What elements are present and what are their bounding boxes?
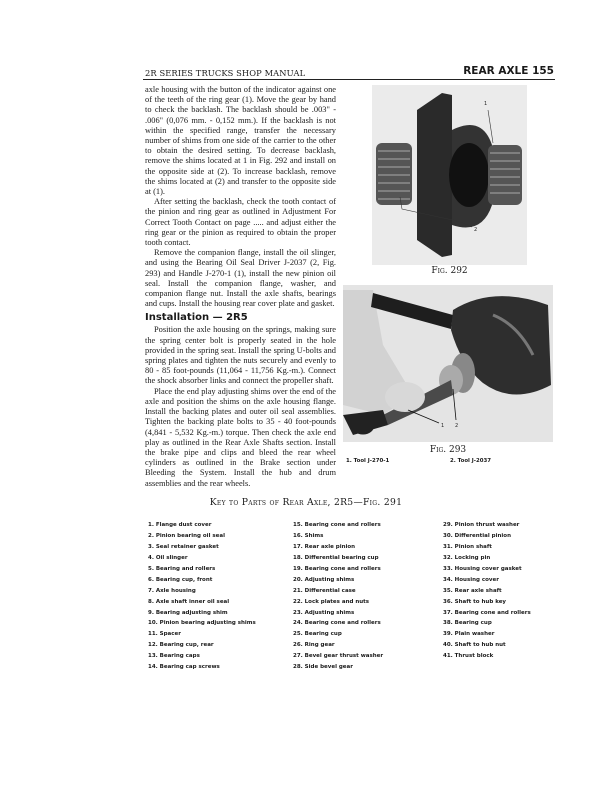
header-rule xyxy=(143,79,555,80)
parts-key-item: 3. Seal retainer gasket xyxy=(148,543,219,550)
parts-key-item: 39. Plain washer xyxy=(443,631,495,638)
paragraph: Place the end play adjusting shims over the end of the axle and position the shims on the axle housing flange. Install the backing plates and outer oil seal assemblies. Tighten the backing plate bolts to 35 - 40 foot-pounds (4,841 - 5,532 Kg.-m.) torque. Then check the axle end play as outlined in the Rear Axle Shafts section. Install the brake pipe and clips and bleed the rear wheel cylinders as outlined in the Brake section under Bleeding the System. Install the hub and drum assemblies and the rear wheels. xyxy=(145,386,336,488)
parts-key-item: 25. Bearing cup xyxy=(293,631,342,638)
parts-key-item: 33. Housing cover gasket xyxy=(443,565,522,572)
fig-293-legend-tool-1: 1. Tool J-270-1 xyxy=(346,458,390,464)
parts-key-item: 34. Housing cover xyxy=(443,576,499,583)
fig-293-callout-2: 2 xyxy=(455,423,459,429)
parts-key-item: 31. Pinion shaft xyxy=(443,543,492,550)
parts-key-item: 18. Differential bearing cup xyxy=(293,554,379,561)
parts-key-column-3 xyxy=(443,520,531,662)
parts-key-item: 40. Shaft to hub nut xyxy=(443,642,506,649)
fig-293-caption: Fig. 293 xyxy=(429,445,467,455)
parts-key-item: 12. Bearing cup, rear xyxy=(148,642,214,649)
parts-key-item: 26. Ring gear xyxy=(293,642,335,649)
fig-293-legend-tool-2: 2. Tool J-2037 xyxy=(450,458,492,464)
parts-key-item: 36. Shaft to hub key xyxy=(443,598,507,605)
parts-key-item: 9. Bearing adjusting shim xyxy=(148,609,228,616)
parts-key-item: 23. Adjusting shims xyxy=(293,609,355,616)
body-text-column xyxy=(145,85,336,489)
parts-key-item: 41. Thrust block xyxy=(443,653,494,660)
parts-key-item: 28. Side bevel gear xyxy=(293,664,353,671)
parts-key-column-2 xyxy=(293,520,383,673)
parts-key-item: 32. Locking pin xyxy=(443,554,491,561)
parts-key-item: 27. Bevel gear thrust washer xyxy=(293,653,384,660)
section-heading: Installation — 2R5 xyxy=(145,312,248,324)
parts-key-item: 38. Bearing cup xyxy=(443,620,492,627)
parts-key-item: 37. Bearing cone and rollers xyxy=(443,609,531,616)
fig-292-callout-1: 1 xyxy=(484,101,488,107)
parts-key-item: 22. Lock plates and nuts xyxy=(293,598,370,605)
parts-key-item: 13. Bearing caps xyxy=(148,653,200,660)
parts-key-item: 15. Bearing cone and rollers xyxy=(293,522,381,528)
parts-key-item: 6. Bearing cup, front xyxy=(148,576,213,583)
fig-292-callout-2: 2 xyxy=(474,227,478,233)
paragraph: axle housing with the button of the indicator against one of the teeth of the ring gear (1). Move the gear by hand to check the backlash. The backlash should be .003" - .006" (0,076 mm. - 0,152 mm.). If the backlash is not within the specified range, transfer the necessary number of shims from one side of the carrier to the other to obtain the desired setting. To decrease backlash, remove the shims located at 1 in Fig. 292 and install on the opposite side at (2). To increase backlash, remove the shims located at (2) and transfer to the opposite side at (1). xyxy=(145,85,336,197)
parts-key-item: 17. Rear axle pinion xyxy=(293,543,356,550)
parts-key-item: 16. Shims xyxy=(293,532,324,539)
parts-key-item: 21. Differential case xyxy=(293,587,356,594)
parts-key-item: 8. Axle shaft inner oil seal xyxy=(148,598,230,605)
parts-key-item: 35. Rear axle shaft xyxy=(443,587,502,594)
fig-292-differential-photo xyxy=(372,85,527,265)
parts-key-item: 29. Pinion thrust washer xyxy=(443,522,520,528)
running-header-right: REAR AXLE 155 xyxy=(463,65,554,77)
parts-key-column-1 xyxy=(148,520,256,673)
running-header-left: 2R SERIES TRUCKS SHOP MANUAL xyxy=(145,68,306,78)
parts-key-item: 5. Bearing and rollers xyxy=(148,565,216,572)
parts-key-item: 7. Axle housing xyxy=(148,587,196,594)
fig-293-seal-installation-photo xyxy=(343,285,553,442)
parts-key-item: 4. Oil slinger xyxy=(148,554,188,561)
parts-key-item: 10. Pinion bearing adjusting shims xyxy=(148,620,256,627)
parts-key-title: Key to Parts of Rear Axle, 2R5—Fig. 291 xyxy=(209,497,403,508)
parts-key-item: 20. Adjusting shims xyxy=(293,576,355,583)
parts-key-item: 19. Bearing cone and rollers xyxy=(293,565,381,572)
parts-key-item: 24. Bearing cone and rollers xyxy=(293,620,381,627)
parts-key-item: 14. Bearing cap screws xyxy=(148,664,220,671)
paragraph: Remove the companion flange, install the oil slinger, and using the Bearing Oil Seal Driver J-2037 (2, Fig. 293) and Handle J-270-1 (1), install the new pinion oil seal. Install the companion flange, washer, and companion flange nut. Install the axle shafts, bearings and cups. Install the housing rear cover plate and gasket. xyxy=(145,248,336,309)
parts-key-item: 1. Flange dust cover xyxy=(148,522,212,528)
paragraph: Position the axle housing on the springs, making sure the spring center bolt is properly seated in the hole provided in the spring seat. Install the spring U-bolts and spring plates and tighten the nuts securely and evenly to 80 - 85 foot-pounds (11,064 - 11,756 Kg.-m.). Connect the shock absorber links and connect the propeller shaft. xyxy=(145,325,336,386)
parts-key-item: 2. Pinion bearing oil seal xyxy=(148,532,225,539)
fig-293-callout-1: 1 xyxy=(441,423,445,429)
parts-key-item: 11. Spacer xyxy=(148,631,181,638)
parts-key-item: 30. Differential pinion xyxy=(443,532,511,539)
fig-292-caption: Fig. 292 xyxy=(431,266,468,276)
paragraph: After setting the backlash, check the tooth contact of the pinion and ring gear as outlined in Adjustment For Correct Tooth Contact on page ..... and adjust either the ring gear or the pinion as required to obtain the proper tooth contact. xyxy=(145,197,336,248)
